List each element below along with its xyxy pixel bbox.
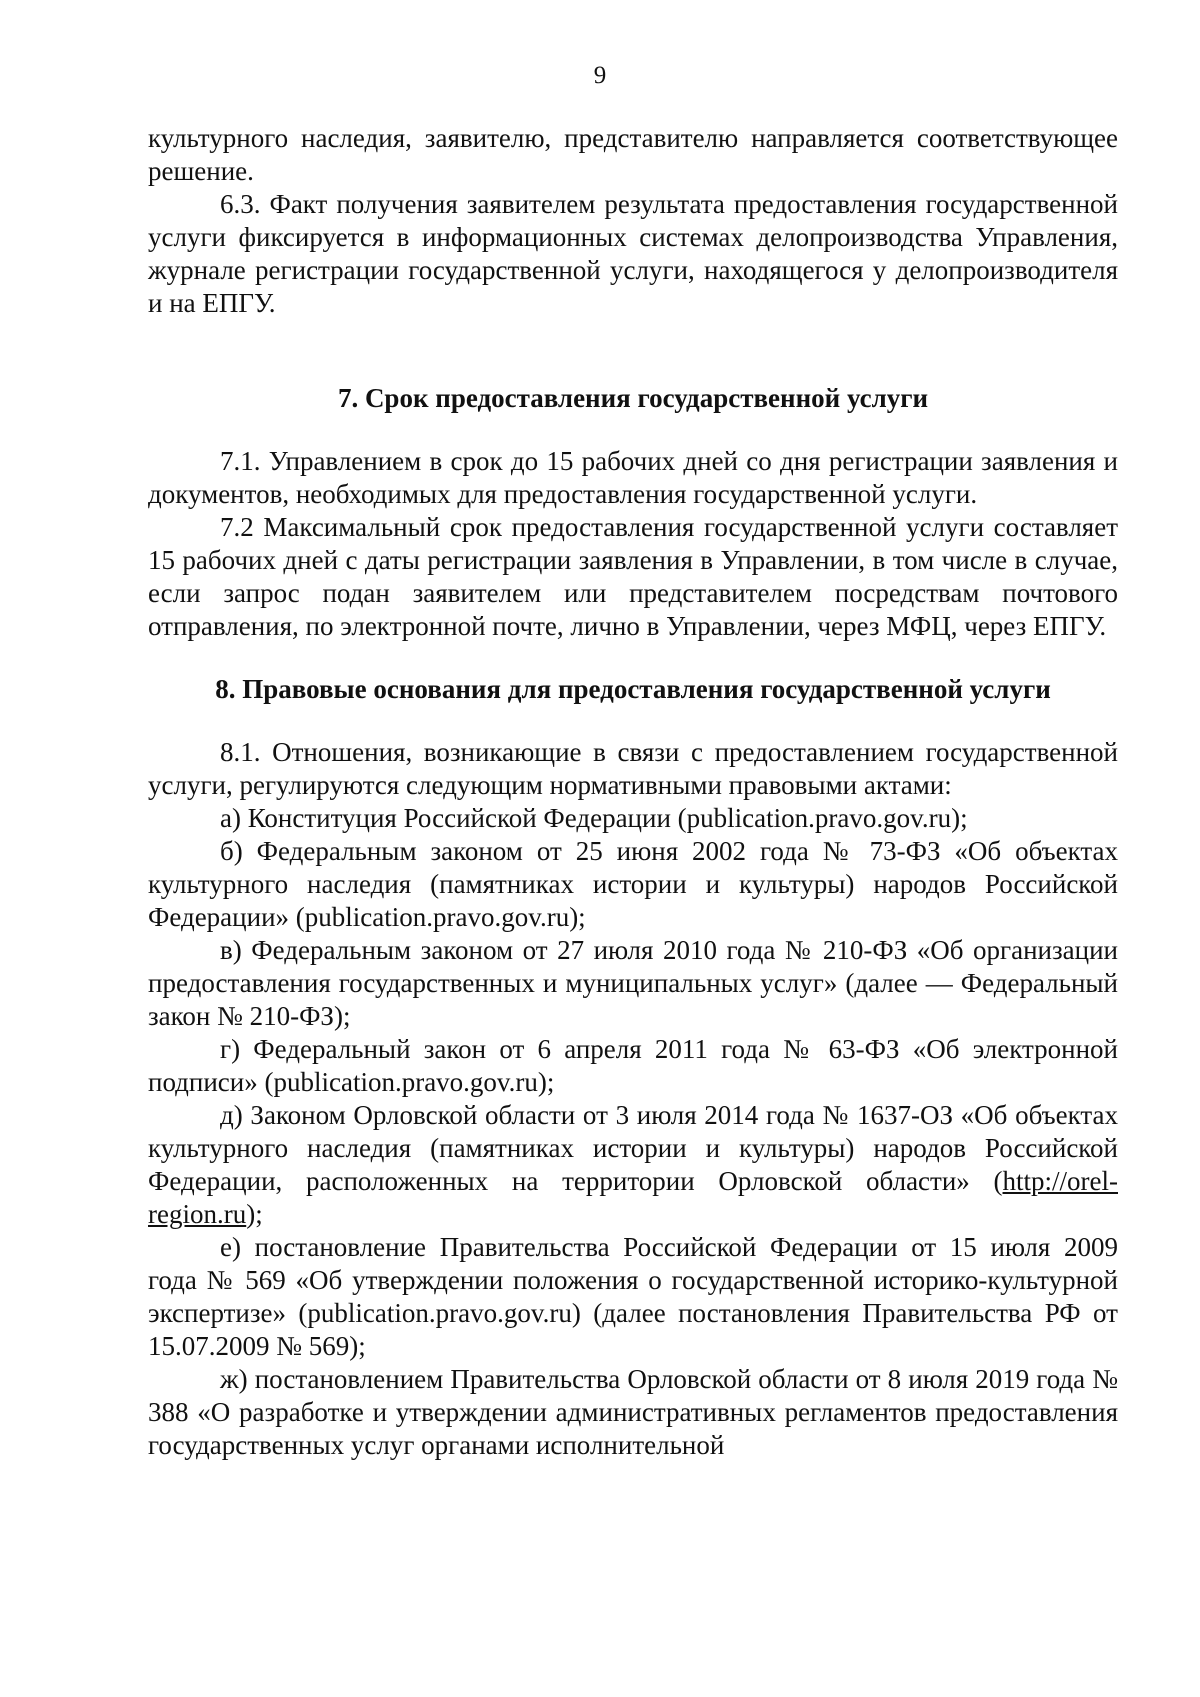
page-number: 9: [593, 62, 607, 89]
list-item-d-text: д) Законом Орловской области от 3 июля 2014 года № 1637-ОЗ «Об объектах культурного наследия (памятниках истории и культуры) народов Российской Федерации, расположенных на территории Орловской области» (: [148, 1100, 1118, 1196]
list-item-b: б) Федеральным законом от 25 июня 2002 года № 73-ФЗ «Об объектах культурного наследия (памятниках истории и культуры) народов Российской Федерации» (publication.pravo.gov.ru);: [148, 836, 1118, 932]
list-item-g: г) Федеральный закон от 6 апреля 2011 года № 63-ФЗ «Об электронной подписи» (publication.pravo.gov.ru);: [148, 1034, 1118, 1097]
document-body: [148, 122, 1118, 1462]
list-item-zh: ж) постановлением Правительства Орловской области от 8 июля 2019 года № 388 «О разработке и утверждении административных регламентов предоставления государственных услуг органами исполнительной: [148, 1364, 1118, 1460]
paragraph-8-1: 8.1. Отношения, возникающие в связи с предоставлением государственной услуги, регулируются следующим нормативными правовыми актами:: [148, 737, 1118, 800]
paragraph-6-3: 6.3. Факт получения заявителем результата предоставления государственной услуги фиксируется в информационных системах делопроизводства Управления, журнале регистрации государственной услуги, находящегося у делопроизводителя и на ЕПГУ.: [148, 189, 1118, 318]
orel-region-link[interactable]: http://orel-region.ru: [148, 1166, 1118, 1229]
list-item-e: е) постановление Правительства Российской Федерации от 15 июля 2009 года № 569 «Об утверждении положения о государственной историко-культурной экспертизе» (publication.pravo.gov.ru) (далее постановления Правительства РФ от 15.07.2009 № 569);: [148, 1232, 1118, 1361]
list-item-v: в) Федеральным законом от 27 июля 2010 года № 210-ФЗ «Об организации предоставления государственных и муниципальных услуг» (далее — Федеральный закон № 210-ФЗ);: [148, 935, 1118, 1031]
list-item-d-end: );: [246, 1199, 263, 1229]
paragraph-7-2: 7.2 Максимальный срок предоставления государственной услуги составляет 15 рабочих дней с даты регистрации заявления в Управлении, в том числе в случае, если запрос подан заявителем или представителем посредствам почтового отправления, по электронной почте, лично в Управлении, через МФЦ, через ЕПГУ.: [148, 512, 1118, 641]
paragraph-7-1: 7.1. Управлением в срок до 15 рабочих дней со дня регистрации заявления и документов, необходимых для предоставления государственной услуги.: [148, 446, 1118, 509]
list-item-a: а) Конституция Российской Федерации (publication.pravo.gov.ru);: [220, 803, 968, 833]
paragraph-6-2-continuation: культурного наследия, заявителю, представителю направляется соответствующее решение.: [148, 123, 1118, 186]
list-item-d: [148, 1099, 1118, 1231]
section-8-heading: 8. Правовые основания для предоставления государственной услуги: [215, 674, 1051, 704]
section-7-heading: 7. Срок предоставления государственной услуги: [337, 383, 929, 413]
